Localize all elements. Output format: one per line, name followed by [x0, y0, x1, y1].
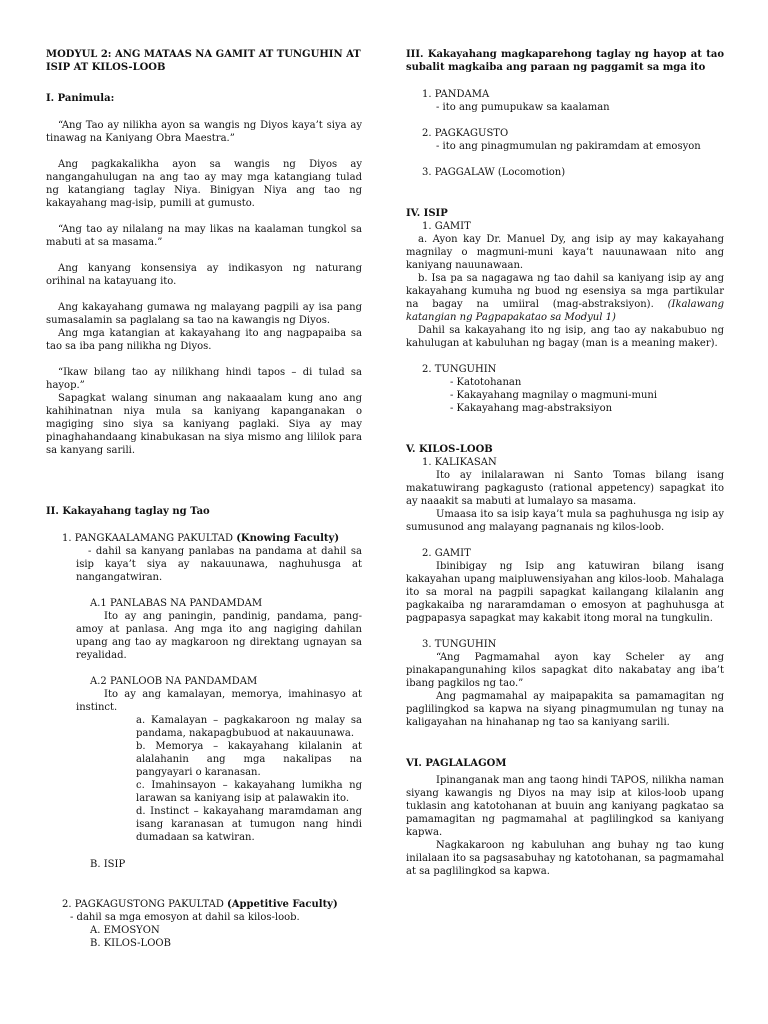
pagkagustong-description: - dahil sa mga emosyon at dahil sa kilos-loob.: [70, 912, 300, 923]
a2-heading: A.2 PANLOOB NA PANDAMDAM: [90, 676, 258, 687]
paragraph-wangis: Ang pagkakalikha ayon sa wangis ng Diyos ay nangangahulugan na ang tao ay may mga katangiang tulad ng katangiang taglay Niya. Binigyan Niya ang tao ng kakayahang mag-isip, pumili at gumusto.: [46, 159, 362, 209]
isip-gamit-a: a. Ayon kay Dr. Manuel Dy, ang isip ay may kakayahang magnilay o magmuni-muni kaya’t nauunawaan nito ang kaniyang nauunawaan.: [406, 234, 724, 271]
paragraph-malayang-pagpili: Ang kakayahang gumawa ng malayang pagpili ay isa pang sumasalamin sa paglalang sa tao na kawangis ng Diyos.: [46, 302, 362, 326]
b-isip-heading: B. ISIP: [90, 859, 126, 870]
pangkaalamang-description: - dahil sa kanyang panlabas na pandama at dahil sa isip kaya’t siya ay nakauunawa, naghuhusga at nangangatwiran.: [76, 546, 362, 583]
isip-gamit-b-text: b. Isa pa sa nagagawa ng tao dahil sa kaniyang isip ay ang kakayahang kumuha ng buod ng esensiya sa mga partikular na bagay na umiiral (mag-abstraksiyon).: [406, 273, 724, 310]
a2-item-imahinasyon: c. Imahinsayon – kakayahang lumikha ng larawan sa kaniyang isip at palawakin ito.: [136, 780, 362, 804]
pagkagusto-heading: 2. PAGKAGUSTO: [422, 128, 509, 139]
left-column: [46, 44, 362, 950]
a2-text: Ito ay ang kamalayan, memorya, imahinasyo at instinct.: [76, 689, 362, 713]
quote-hindi-tapos: “Ikaw bilang tao ay nilikhang hindi tapos – di tulad sa hayop.”: [46, 367, 362, 391]
tunguhin-item-abstraksiyon: - Kakayahang mag-abstraksiyon: [450, 403, 613, 414]
paggalaw-heading: 3. PAGGALAW (Locomotion): [422, 167, 566, 178]
tunguhin-item-magnilay: - Kakayahang magnilay o magmuni-muni: [450, 390, 658, 401]
item-number: 2.: [62, 899, 72, 910]
section-heading-iii: III. Kakayahang magkaparehong taglay ng hayop at tao subalit magkaiba ang paraan ng paggamit sa mga ito: [406, 49, 724, 73]
section-heading-paglalagom: VI. PAGLALAGOM: [406, 758, 507, 769]
emosyon-label: A. EMOSYON: [90, 925, 160, 936]
isip-gamit-b-note: (Ikalawang katangian ng Pagpapakatao sa Modyul 1): [406, 299, 724, 323]
pandama-desc: - ito ang pumupukaw sa kaalaman: [436, 102, 610, 113]
kilos-tunguhin-heading: 3. TUNGUHIN: [422, 639, 497, 650]
pangkaalamang-title: PANGKAALAMANG PAKULTAD: [74, 533, 234, 544]
kilos-loob-label: B. KILOS-LOOB: [90, 938, 171, 949]
pagkagusto-desc: - ito ang pinagmumulan ng pakiramdam at emosyon: [436, 141, 701, 152]
a2-item-instinct: d. Instinct – kakayahang maramdaman ang isang karanasan at tumugon nang hindi dumadaan sa katwiran.: [136, 806, 362, 843]
a2-item-memorya: b. Memorya – kakayahang kilalanin at alalahanin ang mga nakalipas na pangyayari o karanasan.: [136, 741, 362, 778]
section-heading-isip: IV. ISIP: [406, 208, 448, 219]
paglalagom-p2: Nagkakaroon ng kabuluhan ang buhay ng tao kung inilalaan ito sa pagsasabuhay ng katotohanan, sa pagmamahal at sa paglilingkod sa kapwa.: [406, 840, 724, 877]
right-column: [406, 44, 724, 878]
kilos-tunguhin-quote: “Ang Pagmamahal ayon kay Scheler ay ang pinakapangunahing kilos sapagkat dito nakabatay ang iba’t ibang pagkilos ng tao.”: [406, 652, 724, 689]
knowing-faculty-label: (Knowing Faculty): [236, 533, 340, 544]
a1-text: Ito ay ang paningin, pandinig, pandama, pang-amoy at panlasa. Ang mga ito ang nagiging dahilan upang ang tao ay magkaroon ng direktang ugnayan sa reyalidad.: [76, 611, 362, 661]
item-number: 1.: [62, 533, 72, 544]
isip-gamit-b: [406, 272, 724, 324]
pagkagustong-pakultad-heading: [46, 898, 362, 911]
kalikasan-p1: Ito ay inilalarawan ni Santo Tomas bilang isang makatuwirang pagkagusto (rational appetency) sapagkat ito ay naaakit sa mabuti at lumalayo sa masama.: [406, 470, 724, 507]
quote-likas-na-kaalaman: “Ang tao ay nilalang na may likas na kaalaman tungkol sa mabuti at sa masama.”: [46, 224, 362, 248]
isip-gamit-c: Dahil sa kakayahang ito ng isip, ang tao ay nakabubuo ng kahulugan at kabuluhan ng bagay (man is a meaning maker).: [406, 325, 724, 349]
module-title: MODYUL 2: ANG MATAAS NA GAMIT AT TUNGUHIN AT ISIP AT KILOS-LOOB: [46, 49, 361, 73]
pagkagustong-title: PAGKAGUSTONG PAKULTAD: [74, 899, 224, 910]
paragraph-katangian: Ang mga katangian at kakayahang ito ang nagpapaiba sa tao sa iba pang nilikha ng Diyos.: [46, 328, 362, 352]
kilos-tunguhin-p2: Ang pagmamahal ay maipapakita sa pamamagitan ng paglilingkod sa kapwa na siyang pinagmumulan ng tunay na kaligayahan na hinahanap ng tao sa kaniyang sarili.: [406, 691, 724, 728]
a1-heading: A.1 PANLABAS NA PANDAMDAM: [90, 598, 263, 609]
paragraph-kinabukasan: Sapagkat walang sinuman ang nakaaalam kung ano ang kahihinatnan niya mula sa kaniyang kapanganakan o magiging sino siya sa kaniyang paglaki. Siya ay may pinaghahandaang kinabukasan na siya mismo ang lililok para sa kanyang sarili.: [46, 393, 362, 456]
tunguhin-item-katotohanan: - Katotohanan: [450, 377, 522, 388]
kilos-gamit-p1: Ibinibigay ng Isip ang katuwiran bilang isang kakayahan upang maipluwensiyahan ang kilos-loob. Mahalaga ito sa moral na pagpili sapagkat kailangang kilalanin ang pagkakaiba ng nararamdaman o emosyon at paghuhusga at pagpapasya sapagkat may kakabit itong moral na tungkulin.: [406, 561, 724, 624]
isip-gamit-heading: 1. GAMIT: [422, 221, 471, 232]
quote-obra-maestra: “Ang Tao ay nilikha ayon sa wangis ng Diyos kaya’t siya ay tinawag na Kaniyang Obra Maestra.”: [46, 120, 362, 144]
paglalagom-p1: Ipinanganak man ang taong hindi TAPOS, nilikha naman siyang kawangis ng Diyos na may isip at kilos-loob upang tuklasin ang katotohanan at buuin ang kaniyang pagkatao sa pamamagitan ng pagmamahal at paglilingkod sa kaniyang kapwa.: [406, 775, 724, 838]
pandama-heading: 1. PANDAMA: [422, 89, 490, 100]
section-heading-panimula: I. Panimula:: [46, 93, 115, 104]
paragraph-konsensiya: Ang kanyang konsensiya ay indikasyon ng naturang orihinal na katayuang ito.: [46, 263, 362, 287]
pangkaalamang-pakultad-heading: [46, 532, 362, 545]
kalikasan-p2: Umaasa ito sa isip kaya’t mula sa paghuhusga ng isip ay sumusunod ang malayang pagnanais ng kilos-loob.: [406, 509, 724, 533]
section-heading-kakayahan: II. Kakayahang taglay ng Tao: [46, 506, 210, 517]
a2-item-kamalayan: a. Kamalayan – pagkakaroon ng malay sa pandama, nakapagbubuod at nakauunawa.: [136, 715, 362, 739]
section-heading-kilos-loob: V. KILOS-LOOB: [406, 444, 493, 455]
kilos-gamit-heading: 2. GAMIT: [422, 548, 471, 559]
appetitive-faculty-label: (Appetitive Faculty): [227, 899, 338, 910]
isip-tunguhin-heading: 2. TUNGUHIN: [422, 364, 497, 375]
kalikasan-heading: 1. KALIKASAN: [422, 457, 497, 468]
